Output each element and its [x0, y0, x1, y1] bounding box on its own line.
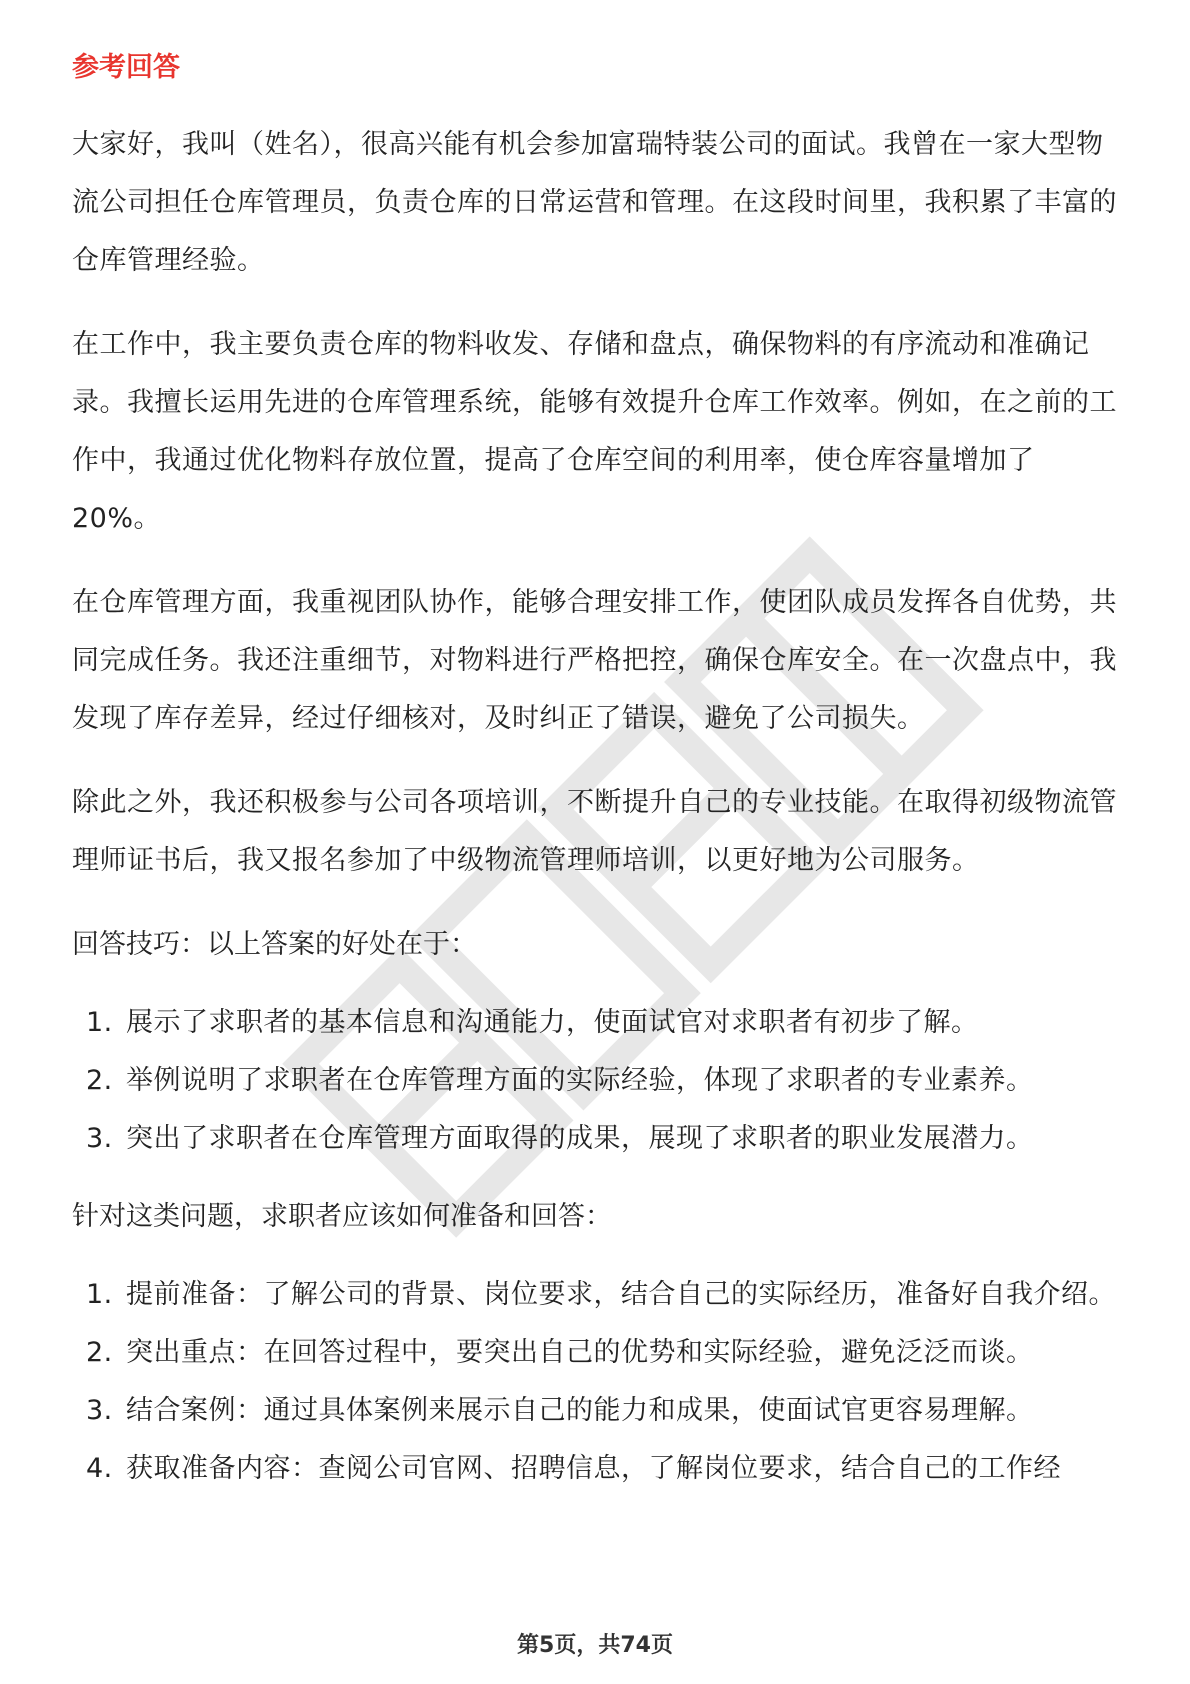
- answer-paragraph-1: 大家好，我叫（姓名），很高兴能有机会参加富瑞特装公司的面试。我曾在一家大型物流公司担任仓库管理员，负责仓库的日常运营和管理。在这段时间里，我积累了丰富的仓库管理经验。: [72, 129, 1117, 276]
- answer-paragraph-2: 在工作中，我主要负责仓库的物料收发、存储和盘点，确保物料的有序流动和准确记录。我擅长运用先进的仓库管理系统，能够有效提升仓库工作效率。例如，在之前的工作中，我通过优化物料存放位置，提高了仓库空间的利用率，使仓库容量增加了20%。: [72, 329, 1117, 534]
- prep-list: [72, 1266, 1122, 1498]
- list-text: 展示了求职者的基本信息和沟通能力，使面试官对求职者有初步了解。: [126, 1007, 979, 1038]
- list-number: 3.: [86, 1395, 113, 1426]
- answer-paragraph-4: 除此之外，我还积极参与公司各项培训，不断提升自己的专业技能。在取得初级物流管理师证书后，我又报名参加了中级物流管理师培训，以更好地为公司服务。: [72, 787, 1117, 876]
- document-body: [72, 48, 1122, 1518]
- list-text: 获取准备内容：查阅公司官网、招聘信息，了解岗位要求，结合自己的工作经: [126, 1453, 1061, 1484]
- list-number: 3.: [86, 1123, 113, 1154]
- section-heading: 参考回答: [72, 52, 180, 83]
- list-item: [72, 1324, 1122, 1382]
- list-text: 突出了求职者在仓库管理方面取得的成果，展现了求职者的职业发展潜力。: [126, 1123, 1034, 1154]
- list-text: 提前准备：了解公司的背景、岗位要求，结合自己的实际经历，准备好自我介绍。: [126, 1279, 1116, 1310]
- tips-intro: 回答技巧：以上答案的好处在于：: [72, 929, 477, 960]
- list-number: 4.: [86, 1453, 113, 1484]
- list-number: 2.: [86, 1065, 113, 1096]
- list-item: [72, 1052, 1122, 1110]
- list-text: 结合案例：通过具体案例来展示自己的能力和成果，使面试官更容易理解。: [126, 1395, 1034, 1426]
- list-item: [72, 994, 1122, 1052]
- prep-intro: 针对这类问题，求职者应该如何准备和回答：: [72, 1201, 612, 1232]
- tips-list: [72, 994, 1122, 1168]
- answer-paragraph-3: 在仓库管理方面，我重视团队协作，能够合理安排工作，使团队成员发挥各自优势，共同完成任务。我还注重细节，对物料进行严格把控，确保仓库安全。在一次盘点中，我发现了库存差异，经过仔细核对，及时纠正了错误，避免了公司损失。: [72, 587, 1117, 734]
- list-item: [72, 1110, 1122, 1168]
- list-number: 1.: [86, 1279, 113, 1310]
- list-item: [72, 1266, 1122, 1324]
- list-item: [72, 1382, 1122, 1440]
- list-text: 举例说明了求职者在仓库管理方面的实际经验，体现了求职者的专业素养。: [126, 1065, 1034, 1096]
- list-text: 突出重点：在回答过程中，要突出自己的优势和实际经验，避免泛泛而谈。: [126, 1337, 1034, 1368]
- list-number: 2.: [86, 1337, 113, 1368]
- list-item: [72, 1440, 1122, 1498]
- list-number: 1.: [86, 1007, 113, 1038]
- page-number: 第5页，共74页: [517, 1633, 673, 1658]
